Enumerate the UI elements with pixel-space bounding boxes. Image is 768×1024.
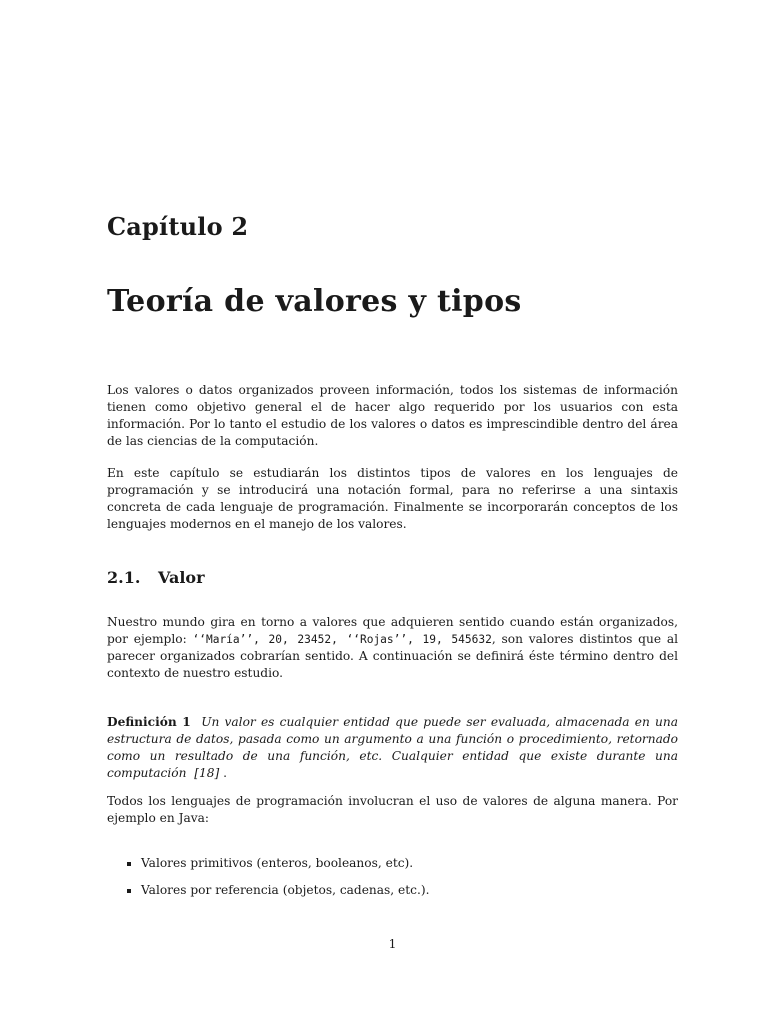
list-item-text: Valores por referencia (objetos, cadenas, etc.). — [141, 883, 430, 897]
definition-label: Definición 1 — [107, 715, 191, 729]
section-paragraph-text: Nuestro mundo gira en torno a valores que adquieren sentido cuando están organizados, por ejemplo: — [107, 615, 678, 646]
section-paragraph-text-continued: , son valores distintos que al parecer organizados cobrarían sentido. A continuación se definirá éste término dentro del contexto de nuestro estudio. — [107, 632, 679, 680]
definition-block — [107, 714, 678, 782]
section-paragraph — [107, 614, 678, 682]
examples-list — [127, 855, 430, 909]
definition-text: Un valor es cualquier entidad que puede ser evaluada, almacenada en una estructura de datos, pasada como un argumento a una función o procedimiento, retornado como un resultado de una función, etc. Cualquier entidad que existe durante una computación — [107, 715, 679, 780]
intro-paragraph-1: Los valores o datos organizados proveen información, todos los sistemas de información tienen como objetivo general el de hacer algo requerido por los usuarios con esta información. Por lo tanto el estudio de los valores o datos es imprescindible dentro del área de las ciencias de la computación. — [107, 383, 678, 448]
section-number: 2.1. — [107, 568, 141, 587]
chapter-title: Teoría de valores y tipos — [107, 284, 522, 319]
chapter-label: Capítulo 2 — [107, 212, 249, 241]
intro-paragraph-2: En este capítulo se estudiarán los distintos tipos de valores en los lenguajes de programación y se introducirá una notación formal, para no referirse a una sintaxis concreta de cada lenguaje de programación. Finalmente se incorporarán conceptos de los lenguajes modernos en el manejo de los valores. — [107, 466, 678, 531]
section-heading — [107, 568, 205, 587]
bullet-icon — [127, 862, 131, 866]
code-example: ‘‘María’’, 20, 23452, ‘‘Rojas’’, 19, 545632 — [192, 633, 492, 646]
page-number: 1 — [388, 937, 397, 951]
definition-reference: [18] — [194, 766, 220, 780]
document-page — [107, 0, 678, 1024]
section-title: Valor — [158, 568, 205, 587]
list-item — [127, 882, 430, 899]
definition-end: . — [219, 766, 227, 780]
examples-intro: Todos los lenguajes de programación involucran el uso de valores de alguna manera. Por ejemplo en Java: — [107, 794, 678, 825]
list-item-text: Valores primitivos (enteros, booleanos, etc). — [141, 856, 414, 870]
bullet-icon — [127, 889, 131, 893]
list-item — [127, 855, 430, 872]
